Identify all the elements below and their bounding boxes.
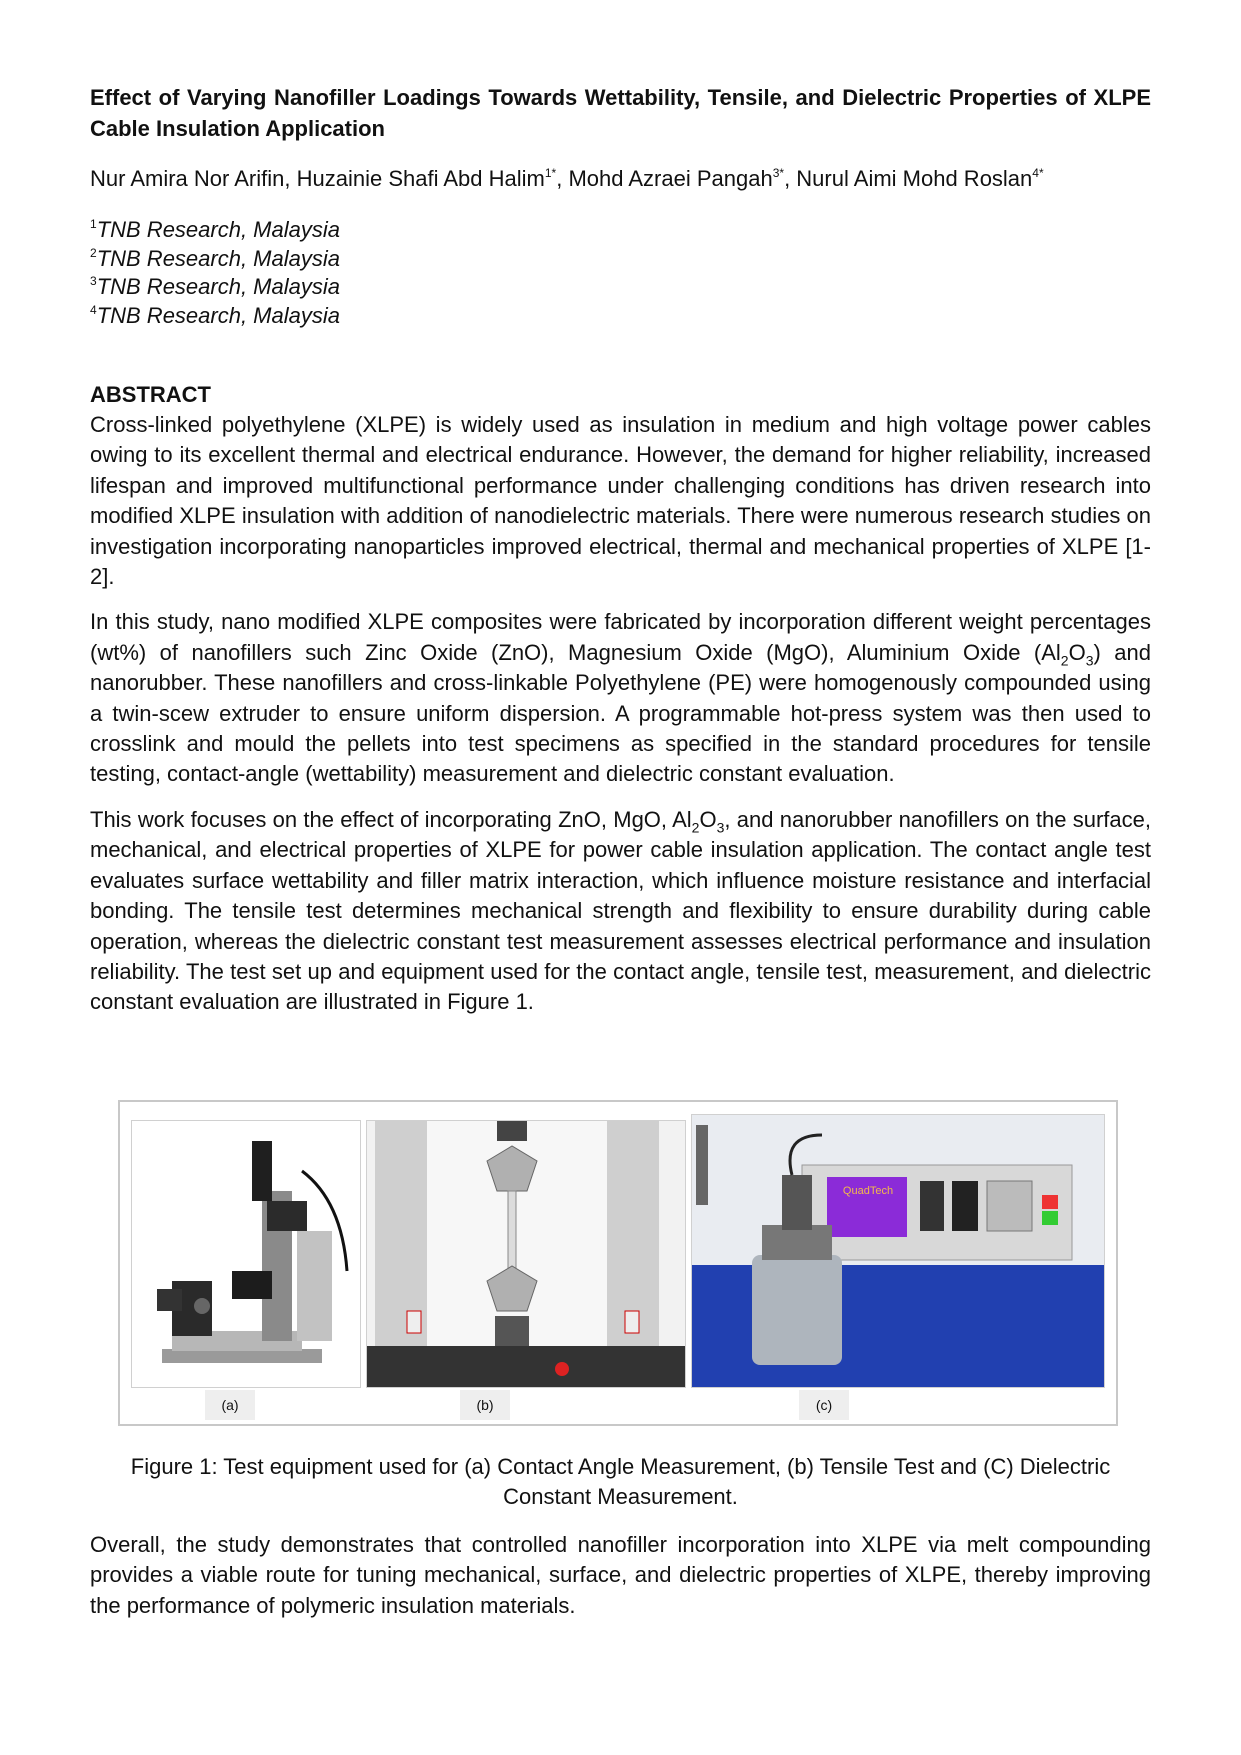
author-name: Nurul Aimi Mohd Roslan	[796, 166, 1033, 191]
figure-panel-c-dielectric-analyzer-image	[691, 1114, 1105, 1388]
conclusion-paragraph: Overall, the study demonstrates that controlled nanofiller incorporation into XLPE via melt compounding provides a viable route for tuning mechanical, surface, and dielectric properties of XLPE, thereby improving the performance of polymeric insulation materials.	[90, 1532, 1151, 1618]
text-run: , and nanorubber nanofillers on the surface, mechanical, and electrical properties of XLPE for power cable insulation application. The contact angle test evaluates surface wettability and filler matrix interaction, which influence moisture resistance and interfacial bonding. The tensile test determines mechanical strength and flexibility to ensure durability during cable operation, whereas the dielectric constant test measurement assesses electrical performance and insulation reliability. The test set up and equipment used for the contact angle, tensile test, measurement, and dielectric constant evaluation are illustrated in Figure 1.	[90, 806, 1151, 1015]
figure-panel-a-goniometer-image	[131, 1120, 361, 1388]
affiliation-text: TNB Research, Malaysia	[96, 217, 340, 242]
paper-title: Effect of Varying Nanofiller Loadings Towards Wettability, Tensile, and Dielectric Properties of XLPE Cable Insulation Application	[90, 85, 1151, 141]
abstract-paragraph-2	[90, 607, 1151, 789]
text-run: This work focuses on the effect of incorporating ZnO, MgO, Al	[90, 806, 692, 832]
subscript: 3	[1085, 652, 1094, 669]
text-run: O	[699, 806, 717, 832]
abstract-heading: ABSTRACT	[90, 382, 211, 407]
affiliation	[90, 302, 1151, 331]
conclusion-section	[90, 1530, 1151, 1636]
text-run: O	[1068, 639, 1086, 665]
figure-panel-b-tensile-tester-image	[366, 1120, 686, 1388]
affiliation	[90, 245, 1151, 274]
affiliation-text: TNB Research, Malaysia	[96, 274, 340, 299]
panel-label-a: (a)	[205, 1390, 255, 1420]
affiliation-sup: 3	[90, 274, 97, 288]
subscript: 2	[1060, 652, 1069, 669]
abstract-paragraph-1: Cross-linked polyethylene (XLPE) is widely used as insulation in medium and high voltage power cables owing to its excellent thermal and electrical endurance. However, the demand for higher reliability, increased lifespan and improved multifunctional performance under challenging conditions has driven research into modified XLPE insulation with addition of nanodielectric materials. There were numerous research studies on investigation incorporating nanoparticles improved electrical, thermal and mechanical properties of XLPE [1-2].	[90, 412, 1151, 590]
analyzer-screen-brand: QuadTech	[842, 1185, 894, 1197]
affiliation-text: TNB Research, Malaysia	[96, 245, 340, 271]
author-list: Nur Amira Nor Arifin, Huzainie Shafi Abd Halim$^{1*}$, Mohd Azraei Pangah$^{3*}$, Nurul Aimi Mohd Roslan$^{4*}$	[90, 166, 1044, 191]
author-sup: 3*	[772, 166, 785, 180]
text-run: ) and nanorubber. These nanofillers and cross-linkable Polyethylene (PE) were homogenously compounded using a twin-scew extruder to ensure uniform dispersion. A programmable hot-press system was then used to crosslink and mould the pellets into test specimens as specified in the standard procedures for tensile testing, contact-angle (wettability) measurement and dielectric constant evaluation.	[90, 639, 1151, 787]
figure-1	[118, 1100, 1118, 1426]
affiliation	[90, 216, 1151, 245]
author-sup: 1*	[544, 166, 557, 180]
author-name: Nur Amira Nor Arifin	[90, 166, 285, 191]
subscript: 2	[691, 819, 700, 836]
affiliation-sup: 2	[90, 245, 97, 260]
paper-page	[90, 82, 1151, 1033]
affiliation-list	[90, 216, 1151, 330]
author-sup: 4*	[1032, 166, 1044, 180]
figure-caption: Figure 1: Test equipment used for (a) Contact Angle Measurement, (b) Tensile Test and (C) Dielectric Constant Measurement.	[130, 1454, 1111, 1509]
affiliation-text: TNB Research, Malaysia	[96, 302, 340, 328]
affiliation-sup: 1	[90, 217, 97, 231]
panel-label-c: (c)	[799, 1390, 849, 1420]
author-name: Mohd Azraei Pangah	[568, 166, 773, 191]
panel-label-b: (b)	[460, 1390, 510, 1420]
affiliation	[90, 273, 1151, 302]
abstract-paragraph-3	[90, 805, 1151, 1018]
author-name: Huzainie Shafi Abd Halim	[296, 166, 545, 191]
affiliation-sup: 4	[90, 302, 97, 317]
text-run: In this study, nano modified XLPE composites were fabricated by incorporation different weight percentages (wt%) of nanofillers such Zinc Oxide (ZnO), Magnesium Oxide (MgO), Aluminium Oxide (Al	[90, 609, 1151, 665]
subscript: 3	[716, 819, 725, 836]
